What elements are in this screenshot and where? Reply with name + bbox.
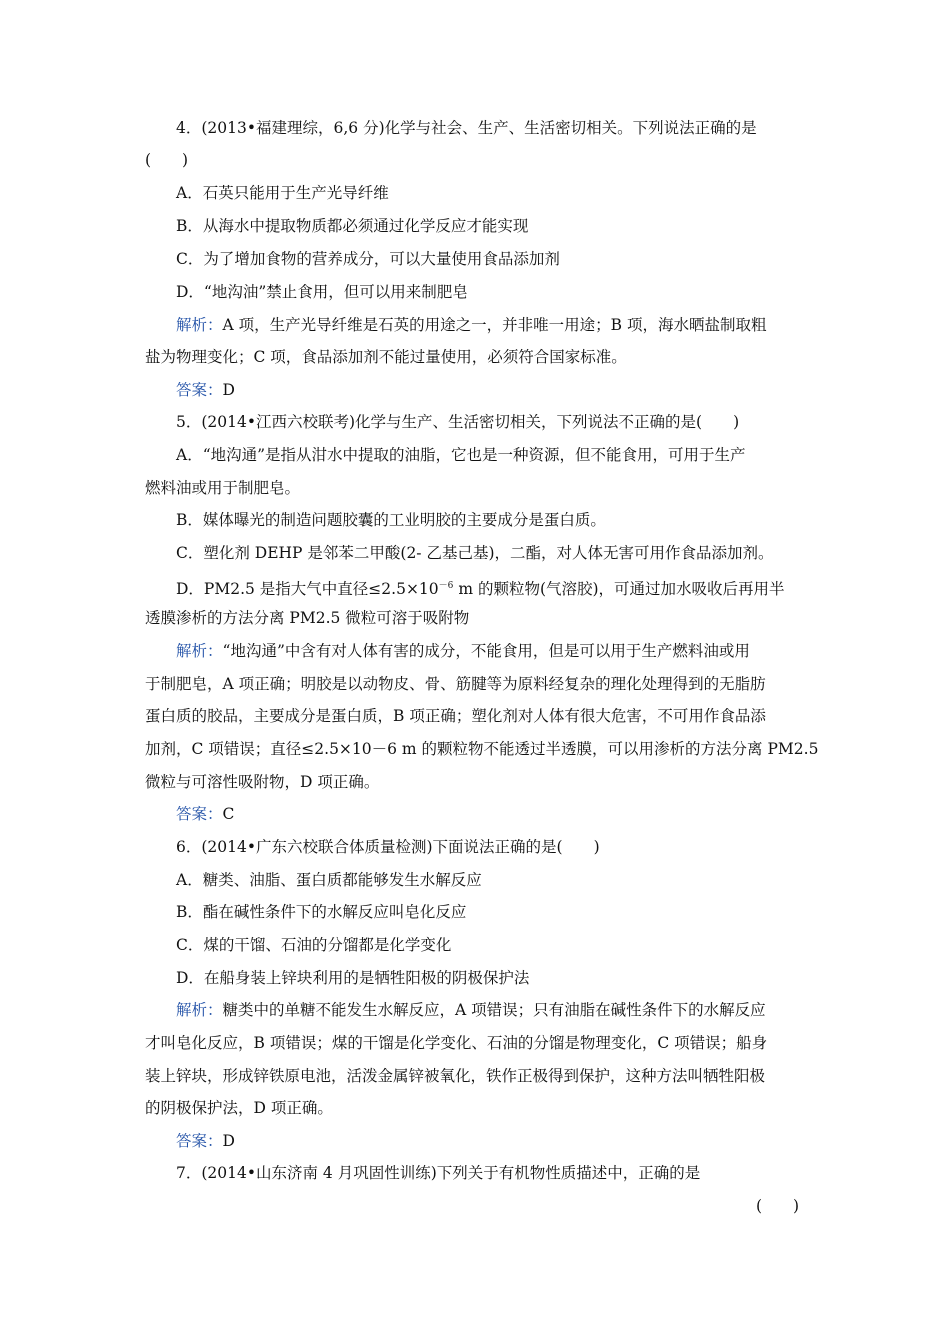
q6-analysis-text1: 糖类中的单糖不能发生水解反应，A 项错误；只有油脂在碱性条件下的水解反应 — [222, 1001, 766, 1019]
q6-option-d: D．在船身装上锌块利用的是牺牲阳极的阴极保护法 — [176, 969, 530, 987]
q5-option-b: B．媒体曝光的制造问题胶囊的工业明胶的主要成分是蛋白质。 — [176, 511, 606, 529]
q5-analysis-line1 — [176, 641, 750, 661]
q6-option-c: C．煤的干馏、石油的分馏都是化学变化 — [176, 936, 452, 954]
q5-analysis-text1: “地沟通”中含有对人体有害的成分，不能食用，但是可以用于生产燃料油或用 — [222, 642, 750, 660]
q6-answer-value: D — [222, 1132, 235, 1150]
q6-option-b: B．酯在碱性条件下的水解反应叫皂化反应 — [176, 903, 467, 921]
q6-answer-label: 答案： — [176, 1132, 223, 1150]
q4-answer-value: D — [222, 381, 235, 399]
q5-stem-line1: 5．(2014•江西六校联考)化学与生产、生活密切相关，下列说法不正确的是( ) — [176, 413, 740, 431]
q5-option-d-text1b: m 的颗粒物(气溶胶)，可通过加水吸收后再用半 — [453, 580, 785, 599]
q5-option-a-line1: A．“地沟通”是指从泔水中提取的油脂，它也是一种资源，但不能食用，可用于生产 — [176, 446, 746, 464]
q5-analysis-line3: 蛋白质的胶品，主要成分是蛋白质，B 项正确；塑化剂对人体有很大危害，不可用作食品添 — [145, 707, 766, 725]
q4-analysis-text1: A 项，生产光导纤维是石英的用途之一，并非唯一用途；B 项，海水晒盐制取粗 — [222, 316, 767, 334]
q6-analysis-label: 解析： — [176, 1001, 223, 1019]
q4-option-c: C．为了增加食物的营养成分，可以大量使用食品添加剂 — [176, 250, 560, 268]
q4-stem-line2: ( ) — [145, 151, 189, 169]
q6-stem-line1: 6．(2014•广东六校联合体质量检测)下面说法正确的是( ) — [176, 838, 600, 856]
q4-analysis-line1 — [176, 315, 766, 335]
q5-option-a-line2: 燃料油或用于制肥皂。 — [145, 479, 301, 497]
q4-answer-label: 答案： — [176, 381, 223, 399]
q4-analysis-label: 解析： — [176, 316, 223, 334]
q4-answer — [176, 380, 235, 400]
q4-option-a: A．石英只能用于生产光导纤维 — [176, 184, 389, 202]
q5-option-d-line1 — [176, 576, 785, 599]
q5-analysis-label: 解析： — [176, 642, 223, 660]
q6-analysis-line3: 装上锌块，形成锌铁原电池，活泼金属锌被氧化，铁作正极得到保护，这种方法叫牺牲阳极 — [145, 1067, 766, 1085]
q6-option-a: A．糖类、油脂、蛋白质都能够发生水解反应 — [176, 871, 482, 889]
q6-analysis-line4: 的阴极保护法，D 项正确。 — [145, 1099, 333, 1117]
q5-analysis-line5: 微粒与可溶性吸附物，D 项正确。 — [145, 773, 380, 791]
q5-analysis-line4: 加剂，C 项错误；直径≤2.5×10－6 m 的颗粒物不能透过半透膜，可以用渗析的方法分离 PM2.5 — [145, 740, 819, 758]
q7-stem-line1: 7．(2014•山东济南 4 月巩固性训练)下列关于有机物性质描述中，正确的是 — [176, 1164, 701, 1182]
q4-stem-line1: 4．(2013•福建理综，6,6 分)化学与社会、生产、生活密切相关。下列说法正确的是 — [176, 119, 757, 137]
q6-answer — [176, 1131, 235, 1151]
q5-analysis-line2: 于制肥皂，A 项正确；明胶是以动物皮、骨、筋腱等为原料经复杂的理化处理得到的无脂肪 — [145, 675, 766, 693]
q5-option-d-line2: 透膜渗析的方法分离 PM2.5 微粒可溶于吸附物 — [145, 609, 470, 627]
q4-option-d: D．“地沟油”禁止食用，但可以用来制肥皂 — [176, 283, 468, 301]
q4-option-b: B．从海水中提取物质都必须通过化学反应才能实现 — [176, 217, 529, 235]
q4-analysis-line2: 盐为物理变化；C 项，食品添加剂不能过量使用，必须符合国家标准。 — [145, 348, 627, 366]
q5-option-d-text1: D．PM2.5 是指大气中直径≤2.5×10 — [176, 580, 439, 599]
q5-answer-value: C — [222, 805, 235, 823]
q6-analysis-line1 — [176, 1000, 766, 1020]
q5-option-c: C．塑化剂 DEHP 是邻苯二甲酸(2- 乙基己基)，二酯，对人体无害可用作食品添加剂。 — [176, 544, 774, 562]
q7-stem-line2: ( ) — [756, 1197, 800, 1215]
q5-answer — [176, 804, 234, 824]
q6-analysis-line2: 才叫皂化反应，B 项错误；煤的干馏是化学变化、石油的分馏是物理变化，C 项错误；船身 — [145, 1034, 768, 1052]
q5-answer-label: 答案： — [176, 805, 223, 823]
q5-option-d-exponent: －6 — [438, 581, 454, 591]
